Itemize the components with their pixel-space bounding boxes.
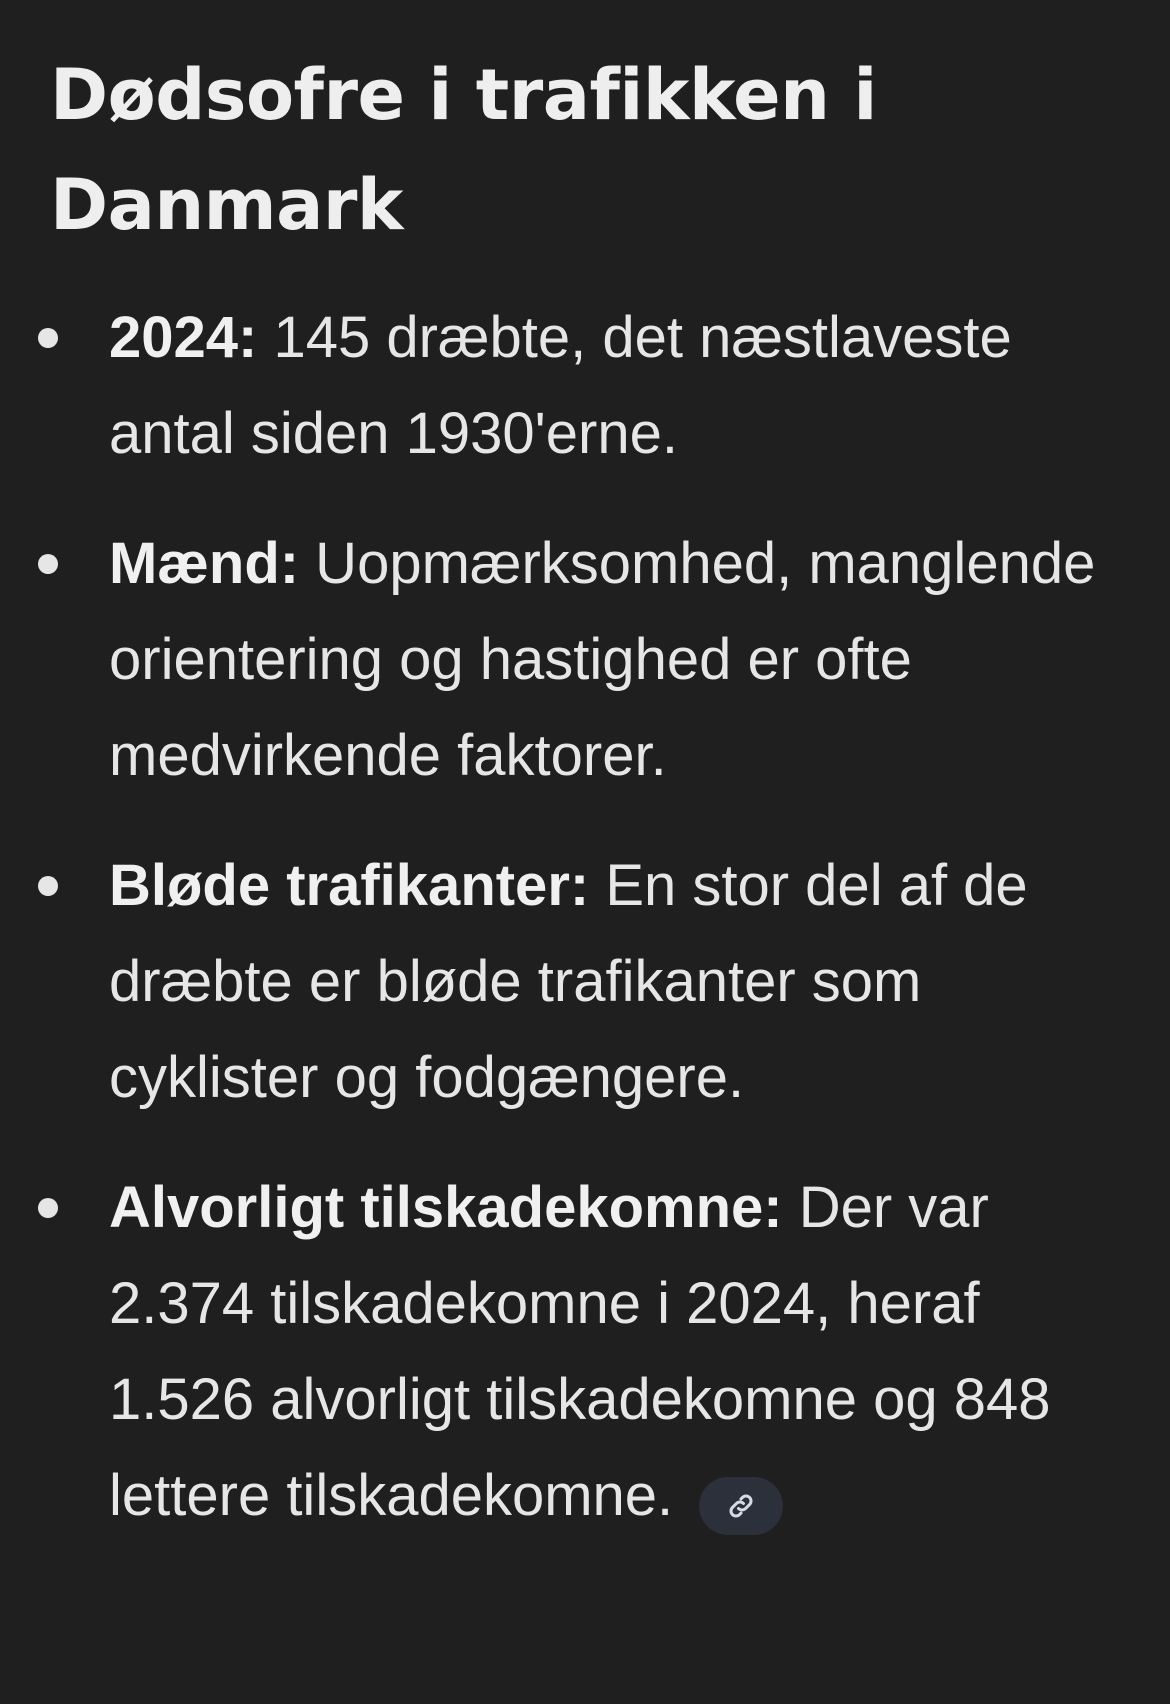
list-item	[50, 1160, 1120, 1544]
list-item	[50, 838, 1120, 1126]
list-item-text: Der var 2.374 tilskadekomne i 2024, heraf 1.526 alvorligt tilskadekomne og 848 lettere tilskadekomne.	[109, 1175, 1051, 1528]
source-link-button[interactable]	[699, 1477, 783, 1535]
list-item-label: Alvorligt tilskadekomne:	[109, 1175, 783, 1240]
bullet-icon	[38, 876, 58, 896]
bullet-icon	[38, 554, 58, 574]
link-icon	[726, 1491, 756, 1521]
bullet-icon	[38, 1198, 58, 1218]
list-item-text: En stor del af de dræbte er bløde trafikanter som cyklister og fodgængere.	[109, 853, 1028, 1110]
section-heading: Dødsofre i trafikken i Danmark	[50, 54, 877, 246]
facts-list	[50, 290, 1120, 1544]
list-item-text: 145 dræbte, det næstlaveste antal siden 1930'erne.	[109, 305, 1012, 466]
list-item	[50, 290, 1120, 482]
bullet-icon	[38, 328, 58, 348]
list-item	[50, 516, 1120, 804]
list-item-label: Bløde trafikanter:	[109, 853, 590, 918]
list-item-label: 2024:	[109, 305, 258, 370]
list-item-label: Mænd:	[109, 531, 300, 596]
list-item-text: Uopmærksomhed, manglende orientering og hastighed er ofte medvirkende faktorer.	[109, 531, 1096, 788]
